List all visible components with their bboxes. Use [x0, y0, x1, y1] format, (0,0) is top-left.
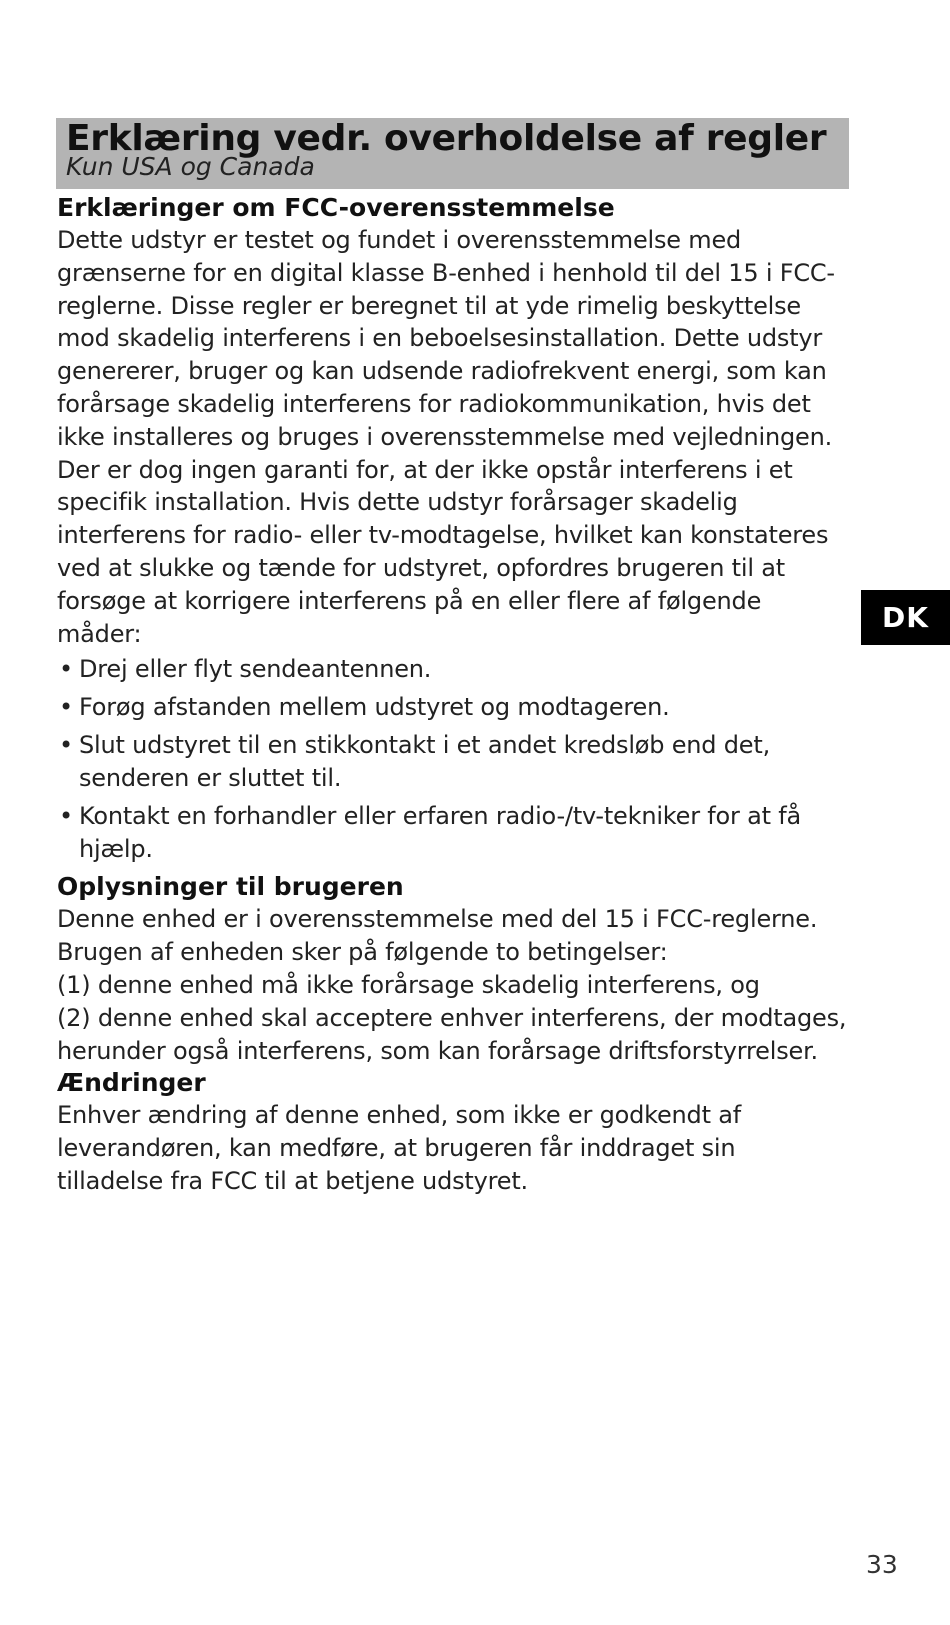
fcc-paragraph: Dette udstyr er testet og fundet i overensstemmelse med grænserne for en digital klasse B-enhed i henhold til del 15 i FCC-reglerne. Disse regler er beregnet til at yde rimelig beskyttelse mod skadelig interferens i en beboelsesinstallation. Dette udstyr genererer, bruger og kan udsende radiofrekvent energi, som kan forårsage skadelig interferens for radiokommunikation, hvis det ikke installeres og bruges i overensstemmelse med vejledningen. Der er dog ingen garanti for, at der ikke opstår interferens i et specifik installation. Hvis dette udstyr forårsager skadelig interferens for radio- eller tv-modtagelse, hvilket kan konstateres ved at slukke og tænde for udstyret, opfordres brugeren til at forsøge at korrigere interferens på en eller flere af følgende måder: [57, 226, 835, 648]
user-info-condition-1: (1) denne enhed må ikke forårsage skadelig interferens, og [57, 970, 760, 999]
fcc-heading: Erklæringer om FCC-overensstemmelse [57, 193, 615, 222]
bullet-icon: • [59, 802, 73, 831]
changes-heading: Ændringer [57, 1068, 206, 1098]
page-subtitle: Kun USA og Canada [66, 152, 315, 181]
user-info-heading: Oplysninger til brugeren [57, 872, 404, 902]
bullet-icon: • [59, 655, 73, 684]
list-item-text: Forøg afstanden mellem udstyret og modtageren. [79, 693, 670, 722]
document-body [57, 192, 847, 1198]
page-title: Erklæring vedr. overholdelse af regler [66, 118, 827, 159]
page-number: 33 [866, 1550, 898, 1579]
list-item-text: Kontakt en forhandler eller erfaren radio-/tv-tekniker for at få hjælp. [79, 802, 802, 864]
list-item-text: Slut udstyret til en stikkontakt i et andet kredsløb end det, senderen er sluttet til. [79, 731, 771, 793]
list-item-text: Drej eller flyt sendeantennen. [79, 655, 432, 684]
language-tab: DK [861, 590, 950, 645]
list-item [57, 729, 847, 795]
bullet-icon: • [59, 693, 73, 722]
user-info-condition-2: (2) denne enhed skal acceptere enhver interferens, der modtages, herunder også interferens, som kan forårsage driftsforstyrrelser. [57, 1003, 847, 1065]
user-info-paragraph: Denne enhed er i overensstemmelse med del 15 i FCC-reglerne. Brugen af enheden sker på følgende to betingelser: [57, 905, 818, 967]
changes-paragraph: Enhver ændring af denne enhed, som ikke er godkendt af leverandøren, kan medføre, at brugeren får inddraget sin tilladelse fra FCC til at betjene udstyret. [57, 1101, 741, 1195]
list-item [57, 691, 847, 724]
section-title-banner [56, 118, 849, 189]
bullet-icon: • [59, 731, 73, 760]
list-item [57, 653, 847, 686]
interference-measures-list [57, 653, 847, 866]
list-item [57, 800, 847, 866]
